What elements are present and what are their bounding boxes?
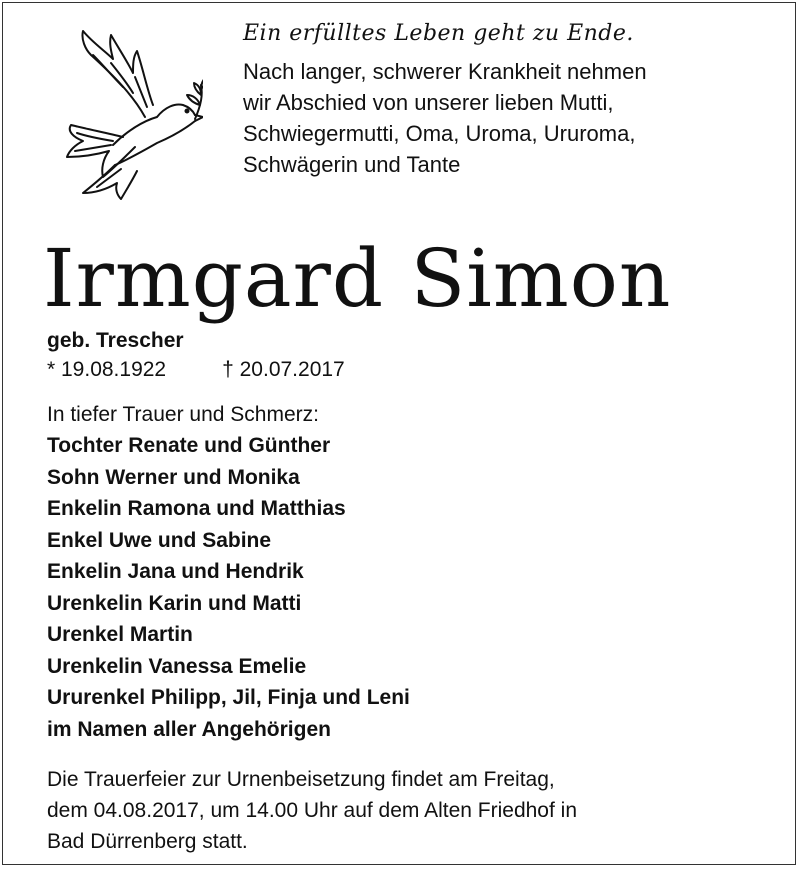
intro-line: wir Abschied von unserer lieben Mutti, [243,90,614,115]
intro-lines [243,56,783,180]
death-date: † 20.07.2017 [222,358,345,381]
mourner-entry: Sohn Werner und Monika [47,465,300,489]
birth-date: * 19.08.1922 [47,358,167,381]
mourners-lead: In tiefer Trauer und Schmerz: [47,403,319,426]
mourner-entry: Urenkelin Vanessa Emelie [47,654,307,678]
mourner-entry: Enkelin Ramona und Matthias [47,497,346,520]
notice-line: dem 04.08.2017, um 14.00 Uhr auf dem Alten Friedhof in [47,799,577,822]
birth-name: geb. Trescher [47,329,184,352]
funeral-notice [47,764,777,857]
mourner-entry: Enkel Uwe und Sabine [47,528,272,552]
mourner-entry: Tochter Renate und Günther [47,434,331,457]
intro-block [243,21,783,180]
mourner-entry: Urenkel Martin [47,623,193,646]
notice-line: Die Trauerfeier zur Urnenbeisetzung findet am Freitag, [47,768,555,791]
motto-text: Ein erfülltes Leben geht zu Ende. [243,21,634,46]
intro-line: Schwiegermutti, Oma, Uroma, Ururoma, [243,121,636,146]
mourner-entry: Ururenkel Philipp, Jil, Finja und Leni [47,686,410,709]
mourner-entry: im Namen aller Angehörigen [47,717,331,741]
life-dates [47,358,345,382]
mourner-entry: Enkelin Jana und Hendrik [47,560,304,583]
intro-line: Schwägerin und Tante [243,152,461,177]
mourner-entry: Urenkelin Karin und Matti [47,591,302,615]
notice-line: Bad Dürrenberg statt. [47,830,248,853]
intro-line: Nach langer, schwerer Krankheit nehmen [243,59,647,84]
mourners-block [47,399,767,745]
dove-icon [53,25,203,200]
obituary-card [2,2,796,865]
deceased-name: Irmgard Simon [43,232,672,325]
